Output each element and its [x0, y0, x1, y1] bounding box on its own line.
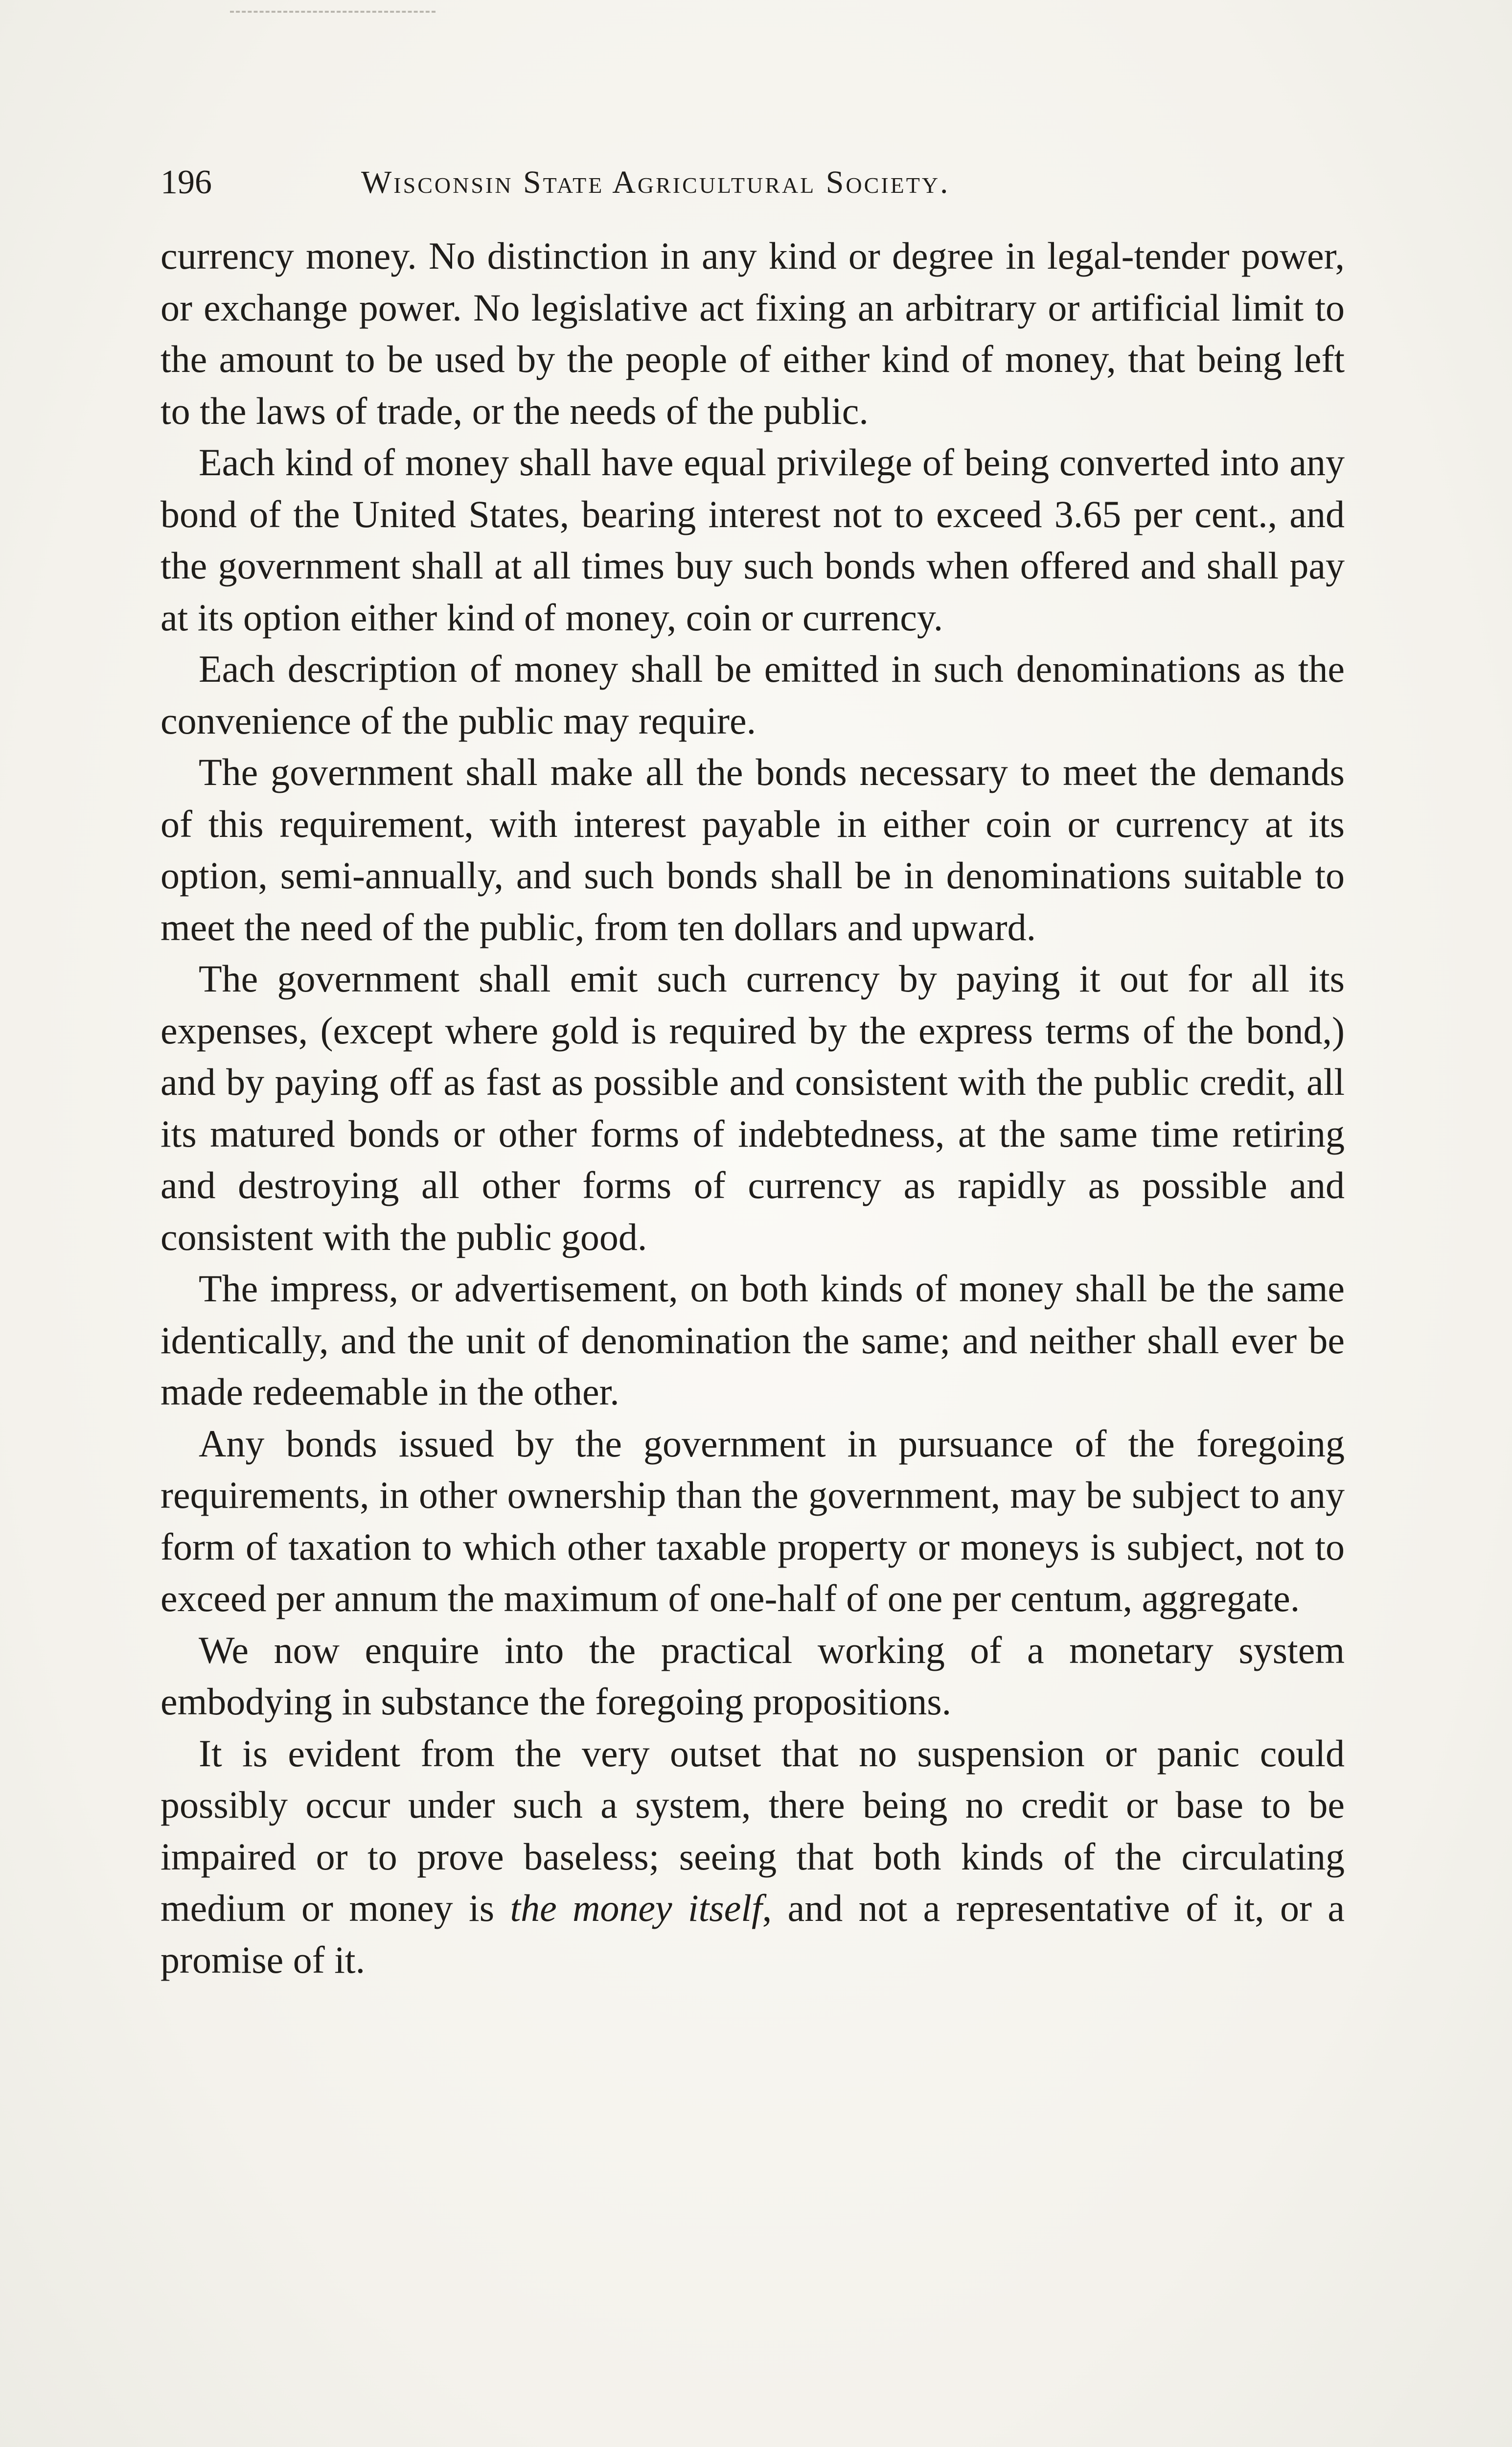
page-number: 196 — [160, 163, 212, 201]
paragraph-emit-currency: The government shall emit such currency by paying it out for all its expenses, (except where gold is required by the express terms of the bond,) and by paying off as fast as possible and consistent with the public credit, all its matured bonds or other forms of indebtedness, at the same time retiring and destroying all other forms of currency as rapidly as possible and consistent with the public good. — [160, 957, 1345, 1258]
paragraph-no-panic — [160, 1728, 1345, 1986]
no-panic-text-end: , and not a representative of it, or a promise of it. — [160, 1887, 1345, 1981]
running-title: Wisconsin State Agricultural Society. — [361, 164, 950, 200]
paragraph-conversion-privilege: Each kind of money shall have equal privilege of being converted into any bond of the United States, bearing interest not to exceed 3.65 per cent., and the government shall at all times buy such bonds when offered and shall pay at its option either kind of money, coin or currency. — [160, 441, 1345, 639]
paragraph-denominations: Each description of money shall be emitted in such denominations as the convenience of the public may require. — [160, 647, 1345, 742]
body-text — [160, 230, 1345, 2334]
emphasis-the-money-itself: the money itself — [510, 1887, 762, 1929]
paragraph-bonds: The government shall make all the bonds necessary to meet the demands of this requirement, with interest payable in either coin or currency at its option, semi-annually, and such bonds shall be in denominations suitable to meet the need of the public, from ten dollars and upward. — [160, 751, 1345, 948]
top-edge-mark — [230, 11, 435, 13]
paragraph-enquire: We now enquire into the practical working of a monetary system embodying in substance the foregoing propositions. — [160, 1628, 1345, 1723]
paragraph-continuation: currency money. No distinction in any kind or degree in legal-tender power, or exchange power. No legislative act fixing an arbitrary or artificial limit to the amount to be used by the people of either kind of money, that being left to the laws of trade, or the needs of the public. — [160, 234, 1345, 432]
paragraph-impress: The impress, or advertisement, on both kinds of money shall be the same identically, and the unit of denomination the same; and neither shall ever be made redeemable in the other. — [160, 1267, 1345, 1413]
page-header — [160, 156, 1350, 209]
no-panic-text-start: It is evident from the very outset that no suspension or panic could possibly occur under such a system, there being no credit or base to be impaired or to prove baseless; seeing that both kinds of the circulating medium or money is — [160, 1731, 1345, 1929]
paragraph-taxation: Any bonds issued by the government in pursuance of the foregoing requirements, in other ownership than the government, may be subject to any form of taxation to which other taxable property or moneys is subject, not to exceed per annum the maximum of one-half of one per centum, aggregate. — [160, 1422, 1345, 1619]
